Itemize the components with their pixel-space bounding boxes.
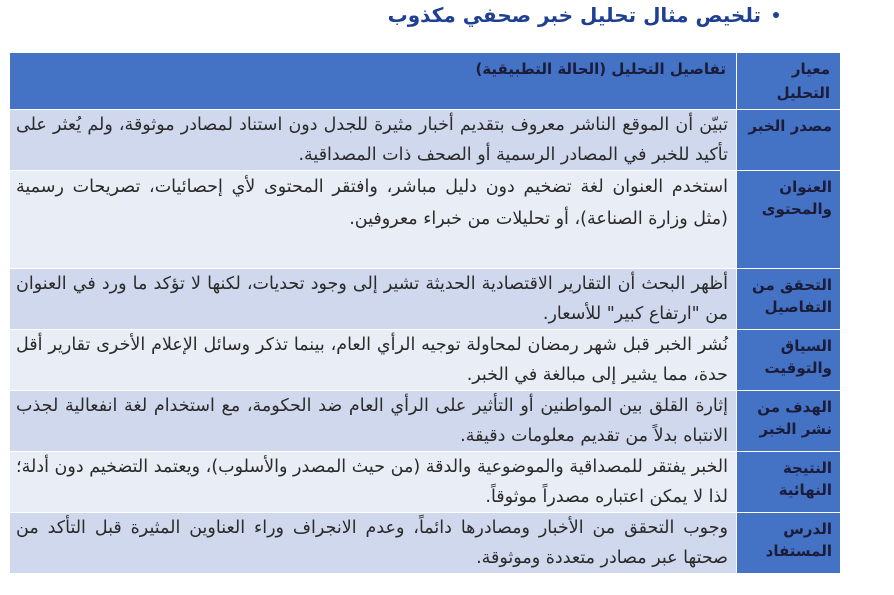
row-text: استخدم العنوان لغة تضخيم دون دليل مباشر، وافتقر المحتوى لأي إحصائيات، تصريحات رسمية (مثل وزارة الصناعة)، أو تحليلات من خبراء معروفين. <box>10 171 737 269</box>
row-label: الدرس المستفاد <box>737 513 841 574</box>
table-row <box>10 171 841 269</box>
table-row <box>10 330 841 391</box>
row-label: التحقق من التفاصيل <box>737 269 841 330</box>
row-text: تبيّن أن الموقع الناشر معروف بتقديم أخبار مثيرة للجدل دون استناد لمصادر موثوقة، ولم يُعثر على تأكيد للخبر في المصادر الرسمية أو الصحف ذات المصداقية. <box>10 110 737 171</box>
summary-heading <box>388 0 779 30</box>
row-text: إثارة القلق بين المواطنين أو التأثير على الرأي العام ضد الحكومة، مع استخدام لغة انفعالية لجذب الانتباه بدلاً من تقديم معلومات دقيقة. <box>10 391 737 452</box>
row-text: وجوب التحقق من الأخبار ومصادرها دائماً، وعدم الانجراف وراء العناوين المثيرة قبل التأكد من صحتها عبر مصادر متعددة وموثوقة. <box>10 513 737 574</box>
table-row <box>10 452 841 513</box>
row-label: مصدر الخبر <box>737 110 841 171</box>
row-text: أظهر البحث أن التقارير الاقتصادية الحديثة تشير إلى وجود تحديات، لكنها لا تؤكد ما ورد في العنوان من "ارتفاع كبير" للأسعار. <box>10 269 737 330</box>
heading-text: تلخيص مثال تحليل خبر صحفي مكذوب <box>387 3 761 27</box>
table-row <box>10 513 841 574</box>
table-header-row <box>10 53 841 110</box>
row-label: السياق والتوقيت <box>737 330 841 391</box>
table-row <box>10 391 841 452</box>
row-label: النتيجة النهائية <box>737 452 841 513</box>
bullet-icon <box>773 12 779 18</box>
row-text: نُشر الخبر قبل شهر رمضان لمحاولة توجيه الرأي العام، بينما تذكر وسائل الإعلام الأخرى تقارير أقل حدة، مما يشير إلى مبالغة في الخبر. <box>10 330 737 391</box>
header-criteria: معيار التحليل <box>737 53 841 110</box>
table-row <box>10 110 841 171</box>
row-label: الهدف من نشر الخبر <box>737 391 841 452</box>
analysis-table <box>9 52 841 574</box>
table-row <box>10 269 841 330</box>
row-label: العنوان والمحتوى <box>737 171 841 269</box>
header-details: تفاصيل التحليل (الحالة التطبيقية) <box>10 53 737 110</box>
row-text: الخبر يفتقر للمصداقية والموضوعية والدقة (من حيث المصدر والأسلوب)، ويعتمد التضخيم دون أدلة؛ لذا لا يمكن اعتباره مصدراً موثوقاً. <box>10 452 737 513</box>
